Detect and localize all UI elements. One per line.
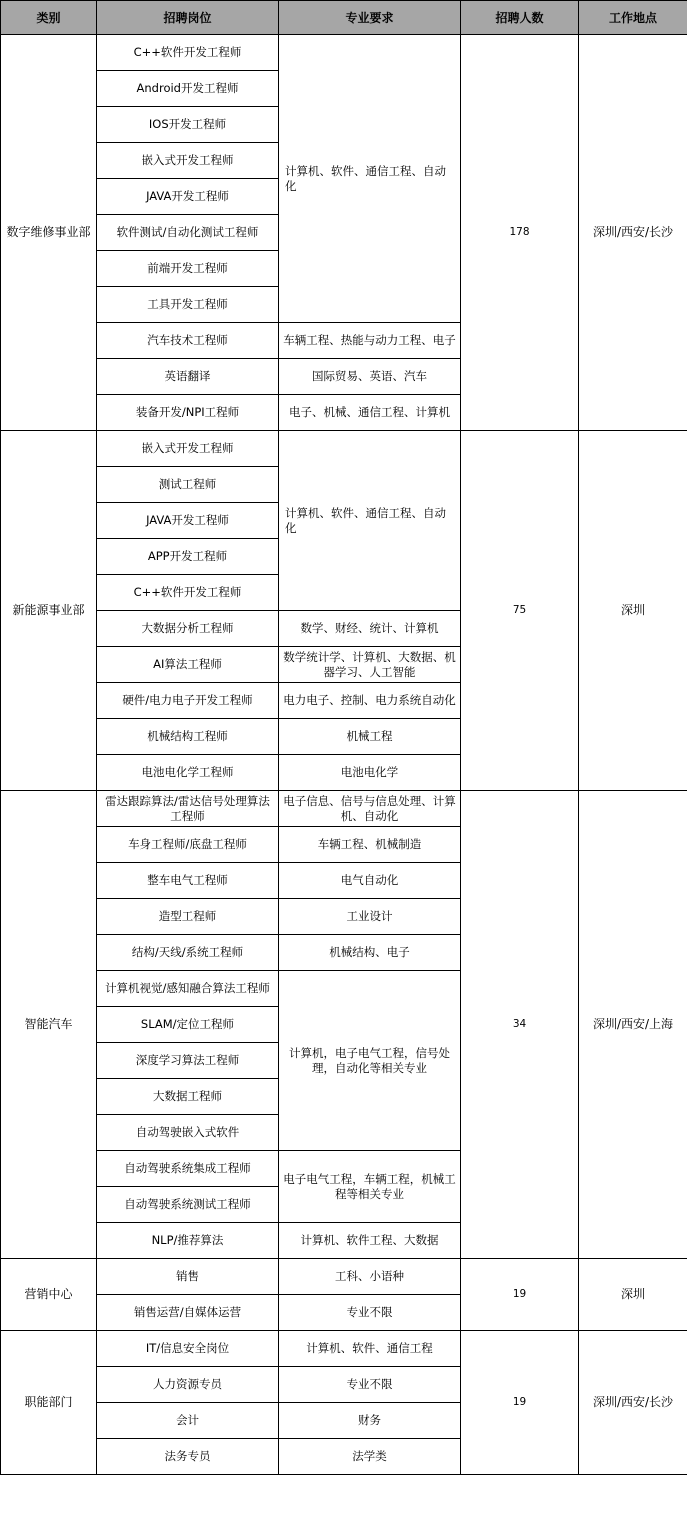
requirement-cell: 工业设计 [279, 899, 461, 935]
position-cell: 销售运营/自媒体运营 [97, 1295, 279, 1331]
requirement-cell: 法学类 [279, 1439, 461, 1475]
position-cell: 嵌入式开发工程师 [97, 143, 279, 179]
position-cell: 会计 [97, 1403, 279, 1439]
requirement-cell: 电力电子、控制、电力系统自动化 [279, 683, 461, 719]
count-cell: 75 [461, 431, 579, 791]
position-cell: 雷达跟踪算法/雷达信号处理算法工程师 [97, 791, 279, 827]
requirement-cell: 电子信息、信号与信息处理、计算机、自动化 [279, 791, 461, 827]
location-cell: 深圳/西安/上海 [579, 791, 687, 1259]
category-cell: 新能源事业部 [1, 431, 97, 791]
position-cell: 车身工程师/底盘工程师 [97, 827, 279, 863]
table-row [1, 1331, 687, 1367]
position-cell: 装备开发/NPI工程师 [97, 395, 279, 431]
position-cell: 大数据分析工程师 [97, 611, 279, 647]
requirement-cell: 电子、机械、通信工程、计算机 [279, 395, 461, 431]
position-cell: 大数据工程师 [97, 1079, 279, 1115]
table-row [1, 1259, 687, 1295]
header-requirement: 专业要求 [279, 1, 461, 35]
category-cell: 职能部门 [1, 1331, 97, 1475]
position-cell: C++软件开发工程师 [97, 35, 279, 71]
position-cell: 工具开发工程师 [97, 287, 279, 323]
position-cell: 自动驾驶嵌入式软件 [97, 1115, 279, 1151]
position-cell: IOS开发工程师 [97, 107, 279, 143]
header-location: 工作地点 [579, 1, 687, 35]
position-cell: JAVA开发工程师 [97, 179, 279, 215]
position-cell: JAVA开发工程师 [97, 503, 279, 539]
location-cell: 深圳/西安/长沙 [579, 35, 687, 431]
position-cell: Android开发工程师 [97, 71, 279, 107]
header-row [1, 1, 687, 35]
requirement-cell: 机械工程 [279, 719, 461, 755]
count-cell: 178 [461, 35, 579, 431]
requirement-cell: 数学、财经、统计、计算机 [279, 611, 461, 647]
requirement-cell: 国际贸易、英语、汽车 [279, 359, 461, 395]
position-cell: AI算法工程师 [97, 647, 279, 683]
position-cell: 结构/天线/系统工程师 [97, 935, 279, 971]
table-row [1, 35, 687, 71]
position-cell: 机械结构工程师 [97, 719, 279, 755]
location-cell: 深圳 [579, 431, 687, 791]
requirement-cell: 专业不限 [279, 1295, 461, 1331]
requirement-cell: 电子电气工程，车辆工程，机械工程等相关专业 [279, 1151, 461, 1223]
requirement-cell: 电池电化学 [279, 755, 461, 791]
requirement-cell: 机械结构、电子 [279, 935, 461, 971]
location-cell: 深圳/西安/长沙 [579, 1331, 687, 1475]
requirement-cell: 计算机、软件、通信工程、自动化 [279, 35, 461, 323]
position-cell: 计算机视觉/感知融合算法工程师 [97, 971, 279, 1007]
requirement-cell: 财务 [279, 1403, 461, 1439]
position-cell: 深度学习算法工程师 [97, 1043, 279, 1079]
requirement-cell: 电气自动化 [279, 863, 461, 899]
position-cell: 嵌入式开发工程师 [97, 431, 279, 467]
header-count: 招聘人数 [461, 1, 579, 35]
position-cell: IT/信息安全岗位 [97, 1331, 279, 1367]
table-row [1, 431, 687, 467]
position-cell: NLP/推荐算法 [97, 1223, 279, 1259]
requirement-cell: 计算机，电子电气工程，信号处理，自动化等相关专业 [279, 971, 461, 1151]
requirement-cell: 专业不限 [279, 1367, 461, 1403]
count-cell: 19 [461, 1331, 579, 1475]
category-cell: 营销中心 [1, 1259, 97, 1331]
position-cell: 硬件/电力电子开发工程师 [97, 683, 279, 719]
position-cell: 英语翻译 [97, 359, 279, 395]
position-cell: C++软件开发工程师 [97, 575, 279, 611]
requirement-cell: 车辆工程、热能与动力工程、电子 [279, 323, 461, 359]
position-cell: 自动驾驶系统测试工程师 [97, 1187, 279, 1223]
requirement-cell: 数学统计学、计算机、大数据、机器学习、人工智能 [279, 647, 461, 683]
position-cell: 汽车技术工程师 [97, 323, 279, 359]
header-position: 招聘岗位 [97, 1, 279, 35]
requirement-cell: 计算机、软件、通信工程、自动化 [279, 431, 461, 611]
position-cell: 电池电化学工程师 [97, 755, 279, 791]
position-cell: 测试工程师 [97, 467, 279, 503]
position-cell: 造型工程师 [97, 899, 279, 935]
category-cell: 数字维修事业部 [1, 35, 97, 431]
position-cell: 软件测试/自动化测试工程师 [97, 215, 279, 251]
count-cell: 34 [461, 791, 579, 1259]
header-category: 类别 [1, 1, 97, 35]
count-cell: 19 [461, 1259, 579, 1331]
position-cell: 人力资源专员 [97, 1367, 279, 1403]
position-cell: 前端开发工程师 [97, 251, 279, 287]
position-cell: 整车电气工程师 [97, 863, 279, 899]
position-cell: APP开发工程师 [97, 539, 279, 575]
location-cell: 深圳 [579, 1259, 687, 1331]
table-row [1, 791, 687, 827]
requirement-cell: 车辆工程、机械制造 [279, 827, 461, 863]
position-cell: 法务专员 [97, 1439, 279, 1475]
position-cell: 销售 [97, 1259, 279, 1295]
requirement-cell: 计算机、软件工程、大数据 [279, 1223, 461, 1259]
position-cell: 自动驾驶系统集成工程师 [97, 1151, 279, 1187]
position-cell: SLAM/定位工程师 [97, 1007, 279, 1043]
category-cell: 智能汽车 [1, 791, 97, 1259]
requirement-cell: 工科、小语种 [279, 1259, 461, 1295]
requirement-cell: 计算机、软件、通信工程 [279, 1331, 461, 1367]
